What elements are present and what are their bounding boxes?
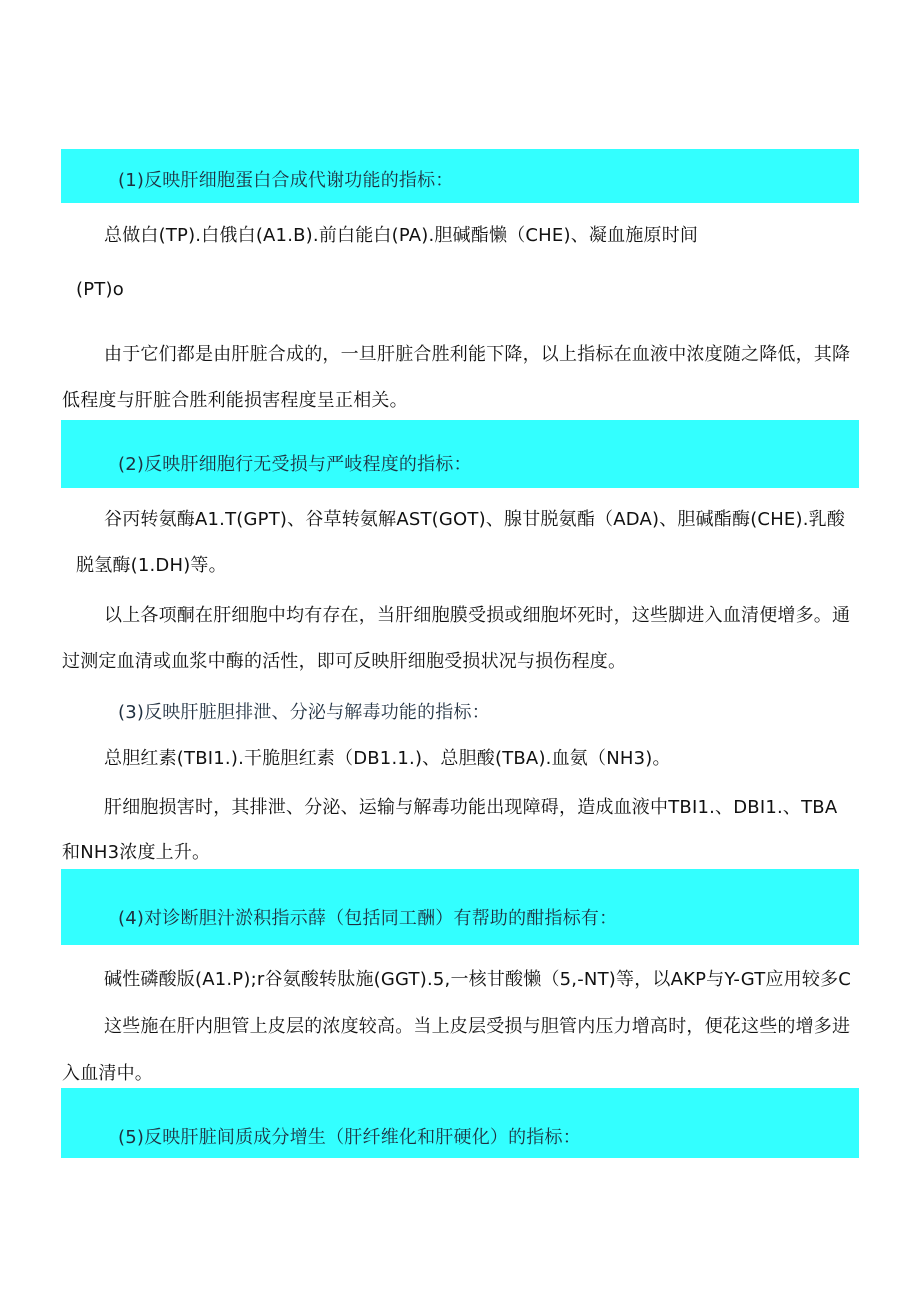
section-4-heading: (4)对诊断胆汁淤积指示薛（包括同工酬）有帮助的酣指标有： <box>118 908 618 929</box>
section-5-heading: (5)反映肝脏间质成分增生（肝纤维化和肝硬化）的指标： <box>118 1127 581 1148</box>
section-1-line-3: 由于它们都是由肝脏合成的，一旦肝脏合胜利能下降，以上指标在血液中浓度随之降低，其降 <box>104 344 851 365</box>
section-1-line-4: 低程度与肝脏合胜利能损害程度呈正相关。 <box>62 390 408 411</box>
section-2-heading: (2)反映肝细胞行无受损与严岐程度的指标： <box>118 454 472 475</box>
section-1-heading: (1)反映肝细胞蛋白合成代谢功能的指标： <box>118 170 454 191</box>
section-4-line-3: 入血清中。 <box>62 1063 153 1084</box>
section-2-line-2: 脱氢酶(1.DH)等。 <box>76 555 227 576</box>
section-4-line-2: 这些施在肝内胆管上皮层的浓度较高。当上皮层受损与胆管内压力增高时，便花这些的增多进 <box>104 1016 851 1037</box>
section-2-line-3: 以上各项酮在肝细胞中均有存在，当肝细胞膜受损或细胞坏死时，这些脚进入血清便增多。通 <box>104 605 851 626</box>
section-3-line-2: 肝细胞损害时，其排泄、分泌、运输与解毒功能出现障碍，造成血液中TBI1.、DBI1.、TBA <box>104 797 838 818</box>
section-3-line-1: 总胆红素(TBI1.).干脆胆红素（DB1.1.)、总胆酸(TBA).血氨（NH3)。 <box>104 748 671 769</box>
section-3-line-3: 和NH3浓度上升。 <box>62 842 211 863</box>
section-1-line-2: (PT)o <box>76 279 124 300</box>
section-1-line-1: 总做白(TP).白俄白(A1.B).前白能白(PA).胆碱酯懒（CHE)、凝血施原时间 <box>104 225 699 246</box>
section-4-line-1: 碱性磷酸版(A1.P);r谷氨酸转肽施(GGT).5,一核甘酸懒（5,-NT)等，以AKP与Y-GT应用较多C <box>104 969 852 990</box>
section-3-heading: (3)反映肝脏胆排泄、分泌与解毒功能的指标： <box>118 702 490 723</box>
section-2-line-1: 谷丙转氨酶A1.T(GPT)、谷草转氨解AST(GOT)、腺甘脱氨酯（ADA)、胆碱酯酶(CHE).乳酸 <box>104 509 846 530</box>
section-2-line-4: 过测定血清或血浆中酶的活性，即可反映肝细胞受损状况与损伤程度。 <box>62 651 627 672</box>
